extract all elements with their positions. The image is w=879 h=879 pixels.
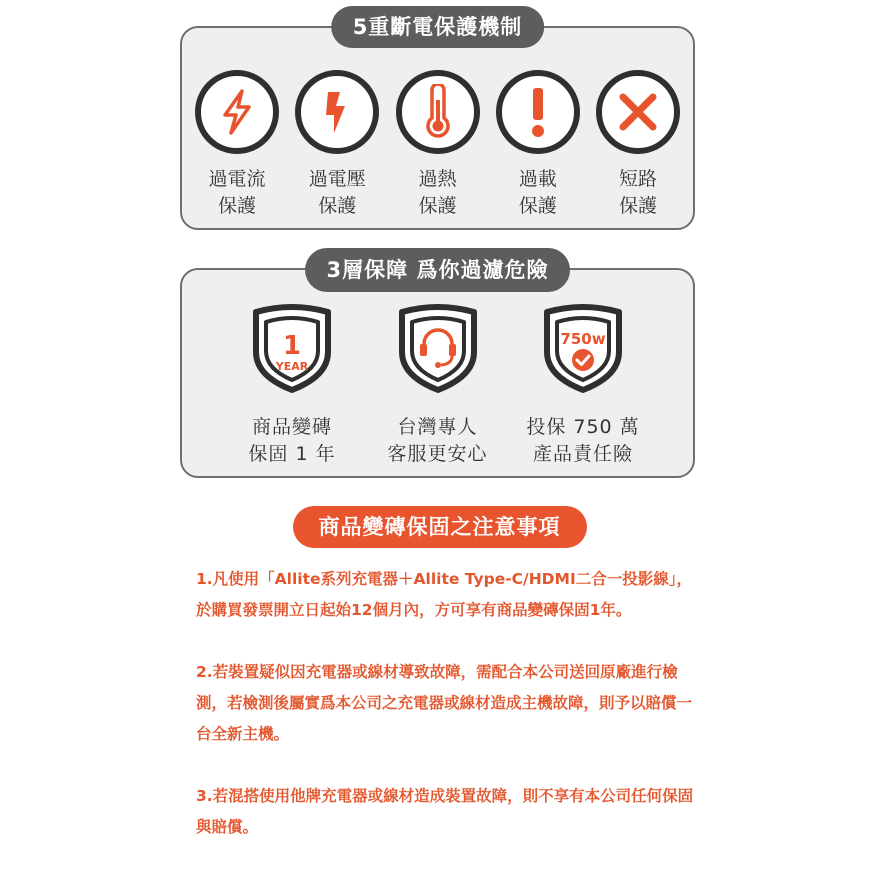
- protection-label: 過載: [518, 168, 557, 190]
- protection-label: 過電壓: [308, 168, 366, 190]
- protection-label: 過電流: [208, 168, 266, 190]
- protection-icon-row: [192, 70, 683, 220]
- shield-750w-icon: [542, 304, 624, 394]
- shield-1-year-icon: [251, 304, 333, 394]
- protection-item-overcurrent: [192, 70, 282, 220]
- guarantee-label: 保固 1 年: [248, 443, 336, 465]
- x-mark-icon: [596, 70, 680, 154]
- protection-label: 短路: [618, 168, 657, 190]
- notice-item: 1.凡使用「Allite系列充電器＋Allite Type-C/HDMI二合一投影線」，於購買發票開立日起始12個月內，方可享有商品變磚保固1年。: [196, 570, 692, 619]
- guarantee-row: [222, 304, 653, 468]
- guarantee-label: 產品責任險: [532, 443, 633, 465]
- guarantee-panel: [180, 258, 695, 478]
- protection-label: 保護: [518, 195, 557, 217]
- guarantee-item-warranty: [222, 304, 362, 468]
- notice-item: 3.若混搭使用他牌充電器或線材造成裝置故障，則不享有本公司任何保固與賠償。: [196, 787, 694, 836]
- notice-list: [196, 564, 696, 874]
- protection-item-overload: [493, 70, 583, 220]
- lightning-filled-icon: [295, 70, 379, 154]
- guarantee-title: 3層保障 爲你過濾危險: [305, 248, 571, 292]
- lightning-outline-icon: [195, 70, 279, 154]
- protection-item-overheat: [393, 70, 483, 220]
- shield-badge-text: YEAR: [275, 360, 309, 373]
- guarantee-label: 台灣專人: [397, 416, 478, 438]
- thermometer-icon: [396, 70, 480, 154]
- notice-title: 商品變磚保固之注意事項: [293, 506, 587, 548]
- protection-label: 保護: [217, 195, 256, 217]
- guarantee-label: 客服更安心: [387, 443, 488, 465]
- protection-panel: [180, 15, 695, 230]
- guarantee-label: 商品變磚: [251, 416, 332, 438]
- shield-badge-text: 750w: [560, 330, 606, 348]
- protection-title: 5重斷電保護機制: [331, 6, 545, 48]
- protection-item-short-circuit: [593, 70, 683, 220]
- shield-badge-number: 1: [282, 331, 302, 361]
- notice-item: 2.若裝置疑似因充電器或線材導致故障，需配合本公司送回原廠進行檢測，若檢測後屬實爲本公司之充電器或線材造成主機故障，則予以賠償一台全新主機。: [196, 663, 693, 743]
- guarantee-label: 投保 750 萬: [526, 416, 640, 438]
- protection-label: 保護: [618, 195, 657, 217]
- protection-label: 保護: [318, 195, 357, 217]
- exclamation-icon: [496, 70, 580, 154]
- protection-item-overvoltage: [292, 70, 382, 220]
- guarantee-item-support: [368, 304, 508, 468]
- protection-label: 過熱: [418, 168, 457, 190]
- guarantee-item-insurance: [513, 304, 653, 468]
- shield-headset-icon: [397, 304, 479, 394]
- protection-label: 保護: [418, 195, 457, 217]
